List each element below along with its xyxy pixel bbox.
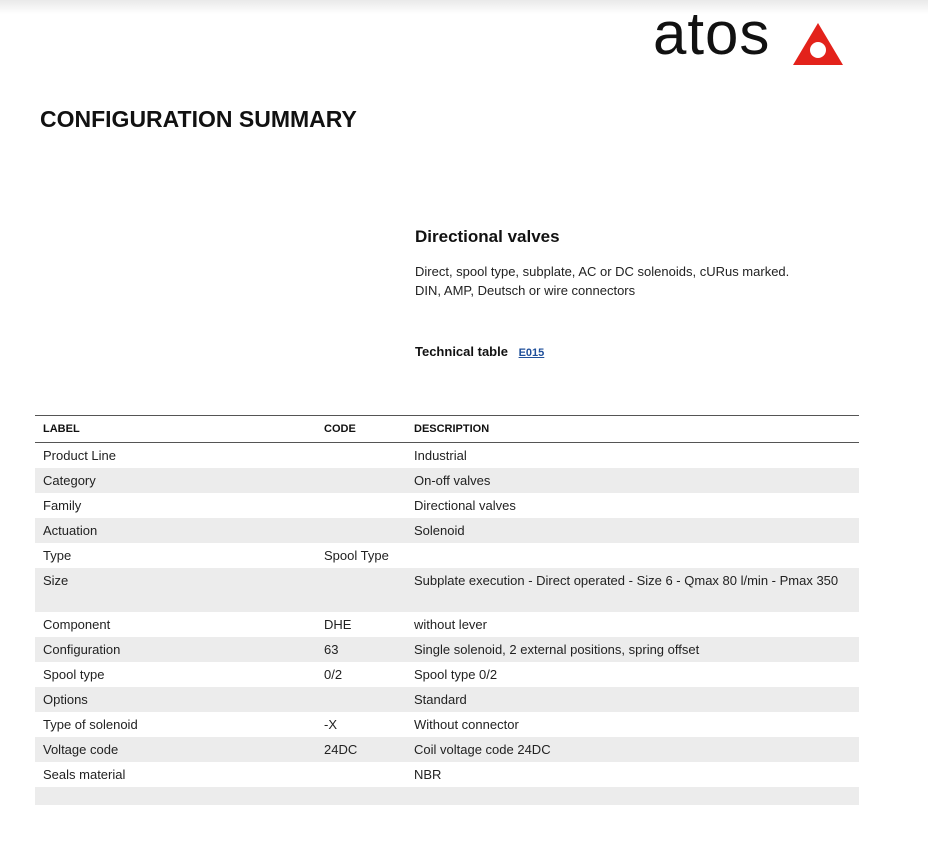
header-code: CODE [324, 423, 356, 435]
table-row [35, 662, 859, 687]
cell-label: Product Line [43, 448, 116, 463]
table-row [35, 443, 859, 468]
technical-table-label: Technical table [415, 344, 508, 359]
cell-description: without lever [414, 616, 487, 632]
description-line: DIN, AMP, Deutsch or wire connectors [415, 283, 636, 298]
cell-label: Size [43, 572, 69, 588]
cell-code [316, 443, 406, 468]
table-row [35, 737, 859, 762]
atos-logo [653, 0, 845, 70]
cell-label: Seals material [43, 766, 126, 782]
cell-description: Subplate execution - Direct operated - Size 6 - Qmax 80 l/min - Pmax 350 [414, 572, 839, 588]
cell-code [316, 468, 406, 493]
table-row [35, 687, 859, 712]
cell-code: -X [324, 716, 337, 732]
cell-label: Family [43, 497, 82, 513]
cell-description: Industrial [414, 448, 467, 463]
description-line: Direct, spool type, subplate, AC or DC solenoids, cURus marked. [415, 264, 790, 279]
cell-code: 0/2 [324, 666, 343, 682]
cell-label: Configuration [43, 641, 121, 657]
logo-wordmark: atos [653, 0, 771, 67]
empty-cell [35, 787, 316, 805]
cell-description [406, 543, 859, 568]
cell-description: Coil voltage code 24DC [414, 741, 551, 757]
configuration-table [35, 415, 859, 805]
cell-label: Category [43, 472, 96, 488]
cell-description: On-off valves [414, 472, 491, 488]
cell-description: Solenoid [414, 522, 465, 538]
table-row [35, 468, 859, 493]
cell-label: Type of solenoid [43, 716, 138, 732]
cell-code [316, 568, 406, 612]
cell-code: DHE [324, 616, 352, 632]
page-title: CONFIGURATION SUMMARY [40, 106, 357, 132]
product-description [415, 262, 855, 300]
product-title: Directional valves [415, 227, 560, 246]
table-row [35, 518, 859, 543]
cell-label: Options [43, 691, 88, 707]
table-row [35, 637, 859, 662]
cell-code [316, 687, 406, 712]
cell-code: Spool Type [324, 547, 389, 563]
cell-description: Spool type 0/2 [414, 666, 498, 682]
empty-cell [316, 787, 406, 805]
cell-description: NBR [414, 766, 442, 782]
cell-label: Voltage code [43, 741, 119, 757]
table-row [35, 612, 859, 637]
table-row [35, 543, 859, 568]
cell-label: Actuation [43, 522, 98, 538]
empty-cell [406, 787, 859, 805]
table-row [35, 568, 859, 612]
triangle-logo-icon [791, 21, 845, 67]
header-description: DESCRIPTION [414, 423, 490, 435]
cell-label: Type [43, 547, 72, 563]
cell-code [316, 493, 406, 518]
header-label: LABEL [43, 423, 80, 435]
cell-description: Without connector [414, 716, 519, 732]
table-row [35, 762, 859, 787]
table-empty-row [35, 787, 859, 805]
top-shade [0, 0, 928, 14]
cell-description: Standard [414, 691, 467, 707]
cell-label: Component [43, 616, 111, 632]
cell-description: Directional valves [414, 497, 516, 513]
cell-code [316, 762, 406, 787]
table-header-row [35, 416, 859, 443]
cell-label: Spool type [43, 666, 105, 682]
technical-table [415, 344, 544, 359]
table-row [35, 712, 859, 737]
table-row [35, 493, 859, 518]
technical-table-link[interactable]: E015 [518, 347, 545, 359]
cell-code: 24DC [324, 741, 358, 757]
cell-description: Single solenoid, 2 external positions, spring offset [414, 641, 700, 657]
cell-code [316, 518, 406, 543]
cell-code: 63 [324, 641, 339, 657]
